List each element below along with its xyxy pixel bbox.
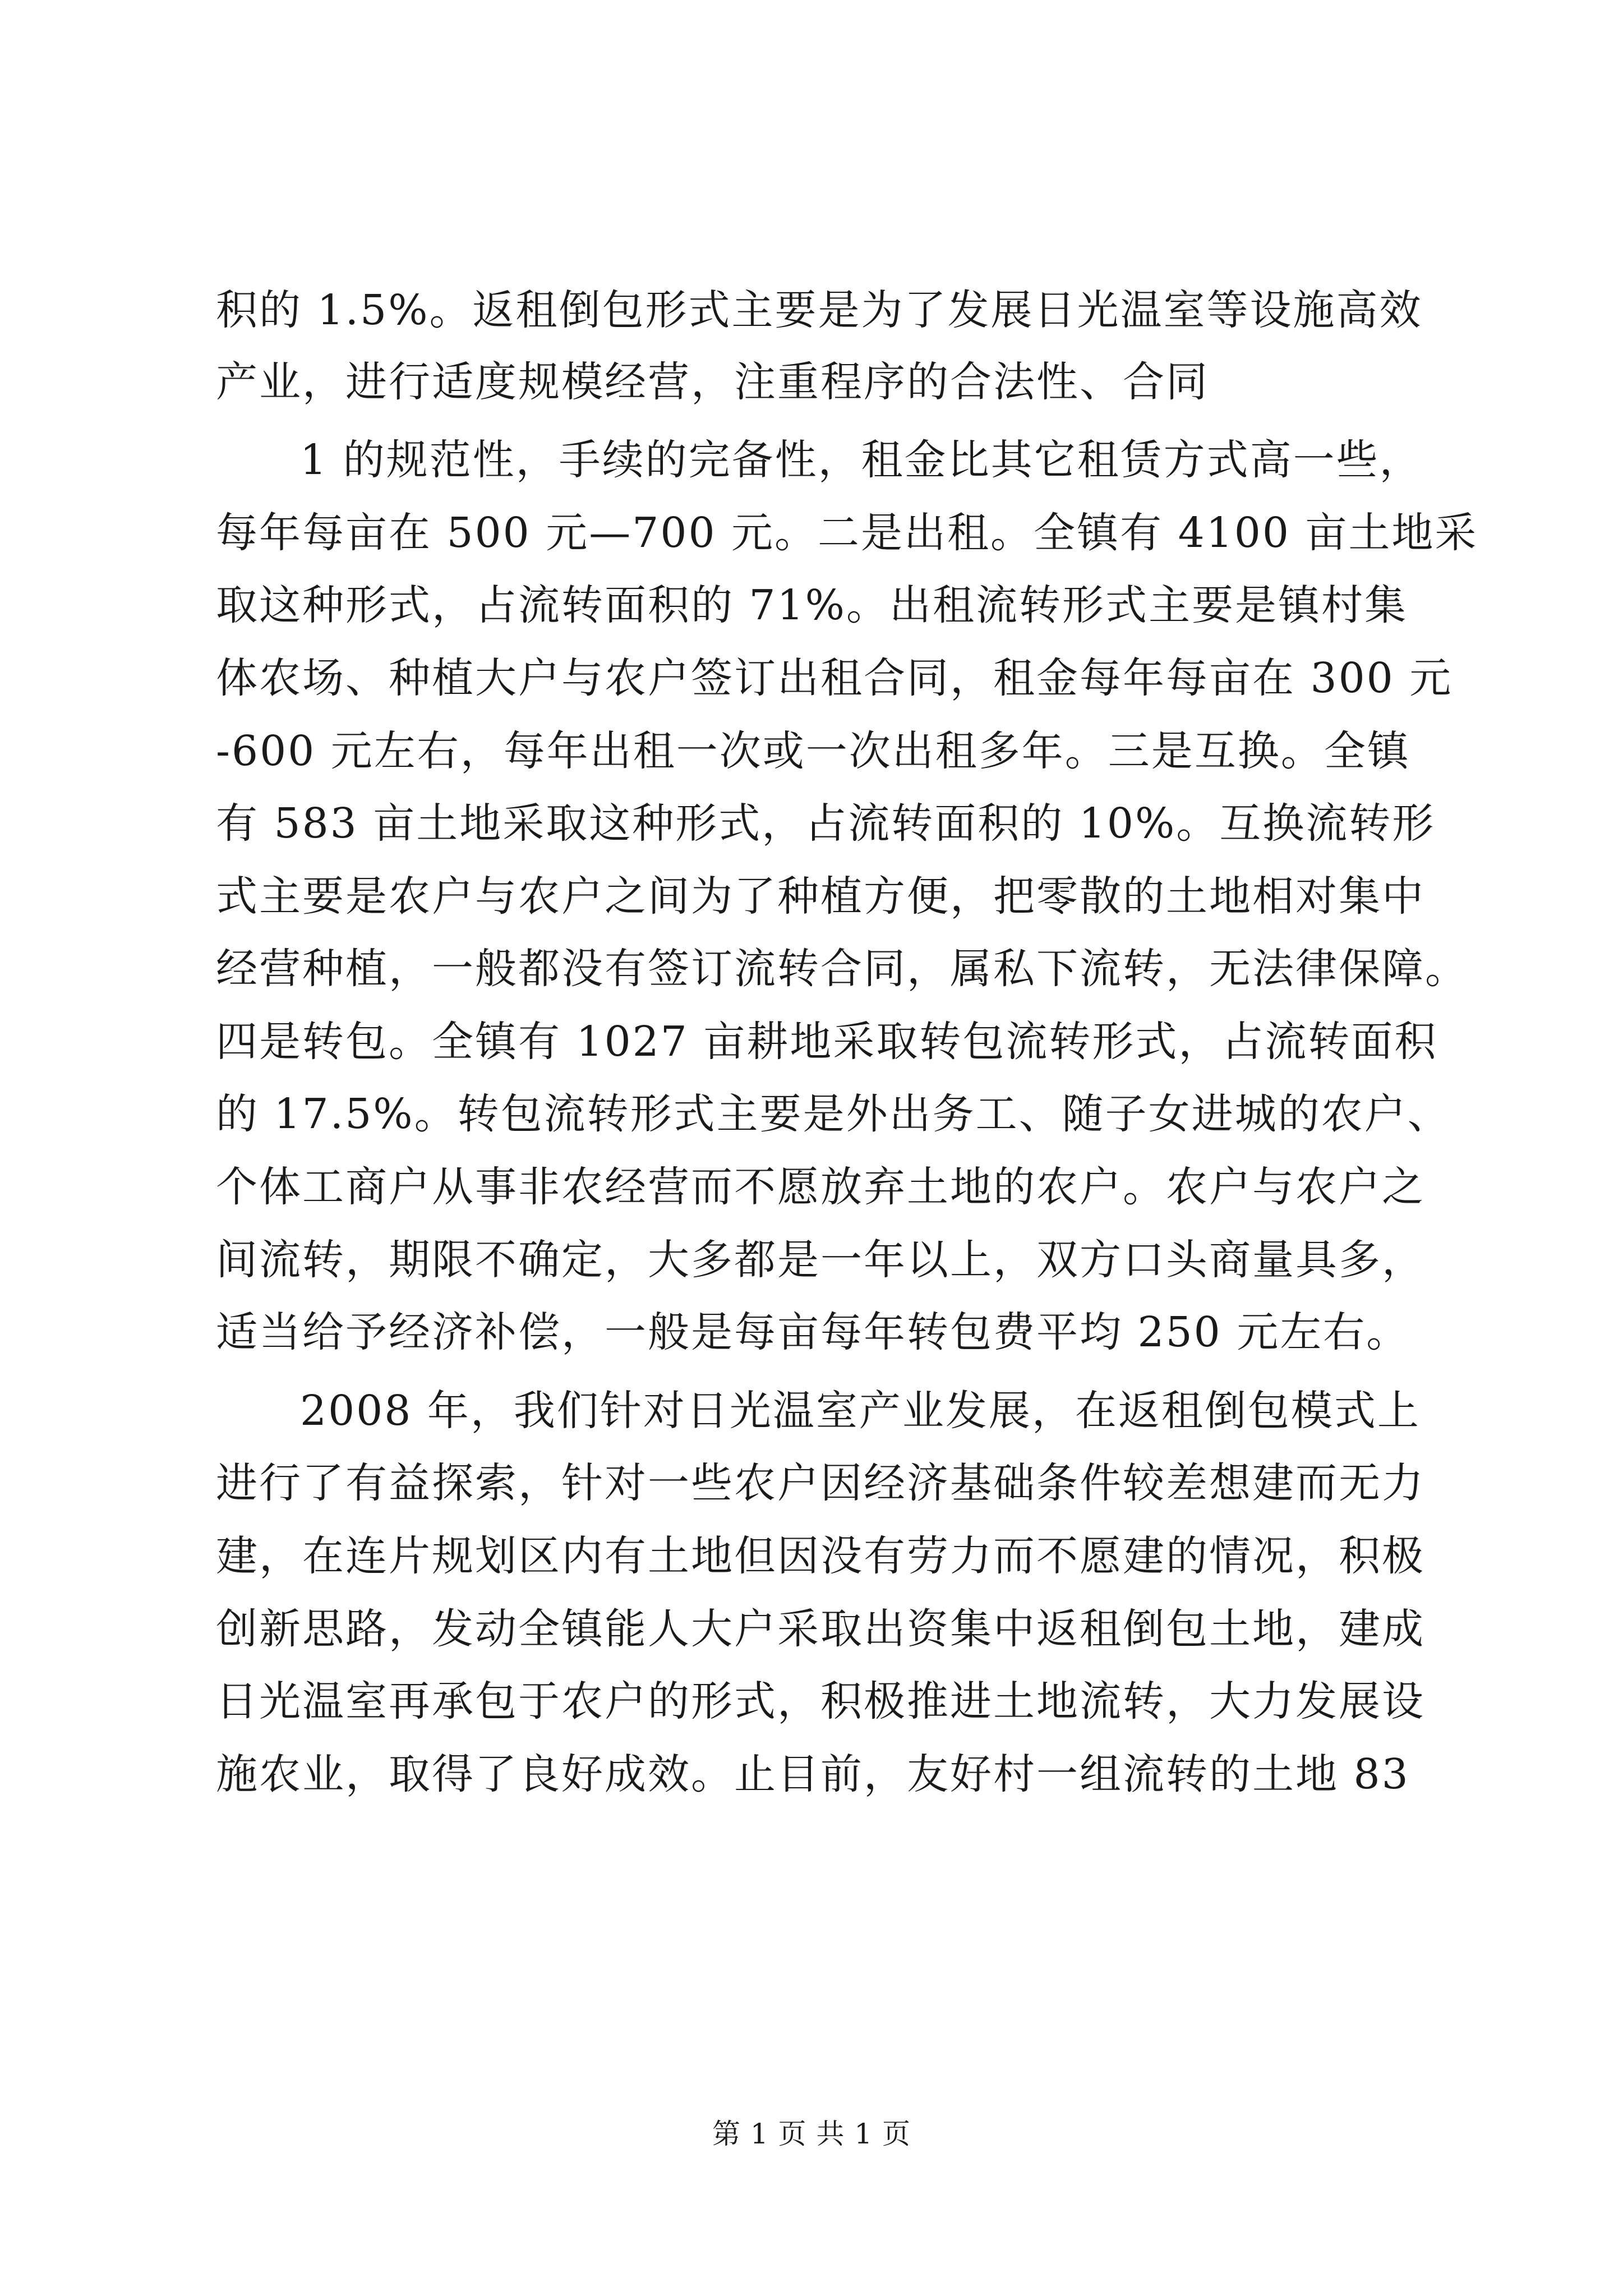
text-line: 个体工商户从事非农经营而不愿放弃土地的农户。农户与农户之: [216, 1163, 1425, 1211]
text-line: 进行了有益探索，针对一些农户因经济基础条件较差想建而无力: [216, 1459, 1425, 1507]
text-line: 积的 1.5%。返租倒包形式主要是为了发展日光温室等设施高效: [216, 286, 1423, 334]
text-line: 每年每亩在 500 元—700 元。二是出租。全镇有 4100 亩土地采: [216, 509, 1478, 557]
text-line: 适当给予经济补偿，一般是每亩每年转包费平均 250 元左右。: [216, 1308, 1410, 1356]
text-line: 取这种形式，占流转面积的 71%。出租流转形式主要是镇村集: [216, 581, 1408, 629]
text-line: 经营种植，一般都没有签订流转合同，属私下流转，无法律保障。: [216, 945, 1468, 993]
text-line: 四是转包。全镇有 1027 亩耕地采取转包流转形式，占流转面积: [216, 1018, 1438, 1066]
text-line: 的 17.5%。转包流转形式主要是外出务工、随子女进城的农户、: [216, 1090, 1451, 1138]
text-line: 产业，进行适度规模经营，注重程序的合法性、合同: [216, 358, 1209, 406]
text-line: 日光温室再承包于农户的形式，积极推进土地流转，大力发展设: [216, 1677, 1425, 1726]
text-line: 2008 年，我们针对日光温室产业发展，在返租倒包模式上: [300, 1387, 1421, 1435]
page-footer: 第 1 页 共 1 页: [712, 2118, 911, 2150]
text-line: 有 583 亩土地采取这种形式，占流转面积的 10%。互换流转形: [216, 799, 1436, 848]
text-line: 体农场、种植大户与农户签订出租合同，租金每年每亩在 300 元: [216, 654, 1453, 702]
text-line: 施农业，取得了良好成效。止目前，友好村一组流转的土地 83: [216, 1750, 1410, 1798]
text-line: 间流转，期限不确定，大多都是一年以上，双方口头商量具多，: [216, 1236, 1425, 1284]
text-line: 创新思路，发动全镇能人大户采取出资集中返租倒包土地，建成: [216, 1605, 1425, 1653]
text-line: -600 元左右，每年出租一次或一次出租多年。三是互换。全镇: [216, 727, 1410, 775]
text-line: 式主要是农户与农户之间为了种植方便，把零散的土地相对集中: [216, 872, 1425, 921]
text-line: 1 的规范性，手续的完备性，租金比其它租赁方式高一些，: [300, 436, 1423, 484]
text-line: 建，在连片规划区内有土地但因没有劳力而不愿建的情况，积极: [216, 1532, 1425, 1580]
